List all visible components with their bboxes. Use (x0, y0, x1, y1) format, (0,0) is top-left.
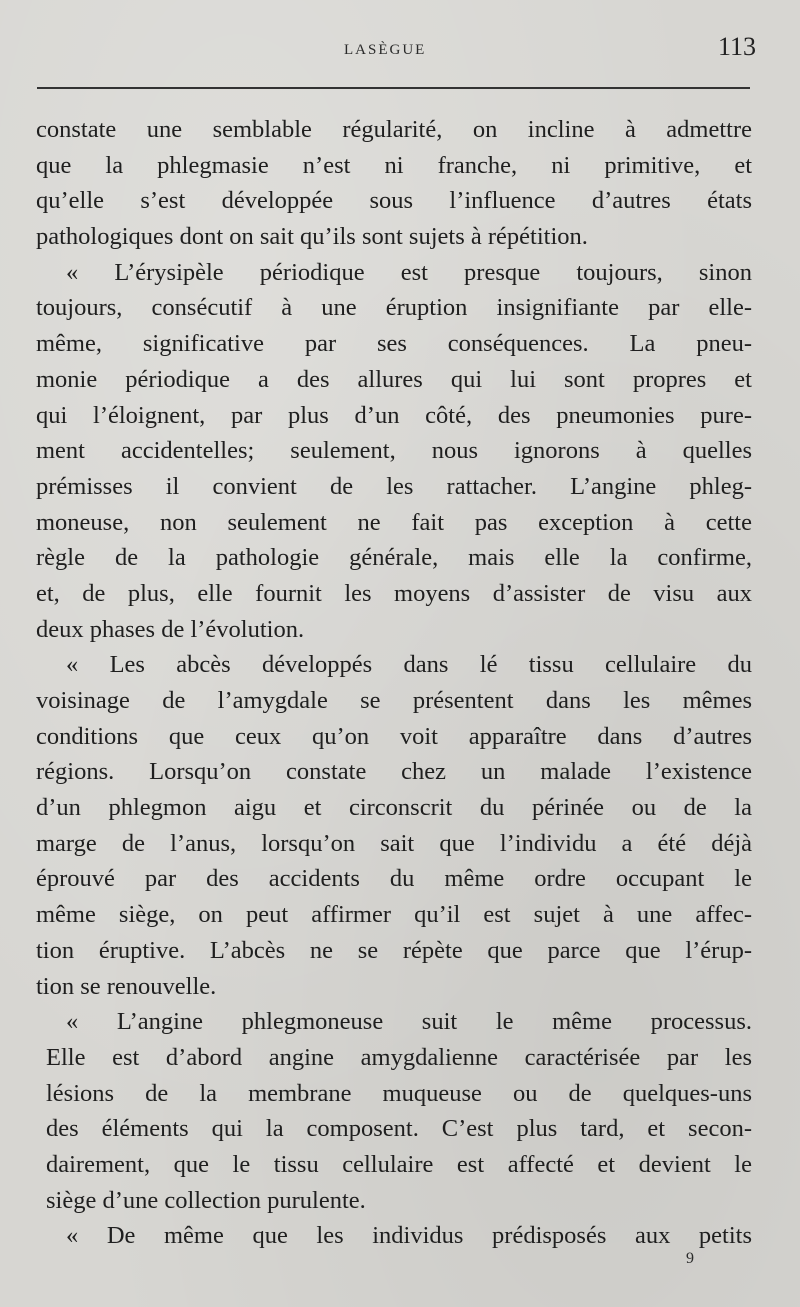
text-line: ment accidentelles; seulement, nous ignorons à quelles (36, 437, 752, 465)
text-line: marge de l’anus, lorsqu’on sait que l’individu a été déjà (36, 829, 752, 857)
text-line: et, de plus, elle fournit les moyens d’assister de visu aux (36, 579, 752, 607)
text-line: dairement, que le tissu cellulaire est affecté et devient le (46, 1150, 752, 1178)
text-line: prémisses il convient de les rattacher. L’angine phleg- (36, 472, 752, 500)
text-line: Elle est d’abord angine amygdalienne caractérisée par les (46, 1043, 752, 1071)
text-line: « L’angine phlegmoneuse suit le même processus. (66, 1008, 752, 1036)
text-line: que la phlegmasie n’est ni franche, ni primitive, et (36, 151, 752, 179)
text-line: constate une semblable régularité, on incline à admettre (36, 116, 752, 143)
text-line: deux phases de l’évolution. (36, 615, 305, 643)
text-line: pathologiques dont on sait qu’ils sont sujets à répétition. (36, 223, 588, 251)
text-line: des éléments qui la composent. C’est plus tard, et secon- (46, 1115, 752, 1143)
text-line: moneuse, non seulement ne fait pas exception à cette (36, 508, 752, 536)
running-head (0, 30, 800, 70)
body-text (36, 112, 752, 1254)
text-line: éprouvé par des accidents du même ordre occupant le (36, 865, 752, 893)
text-line: « Les abcès développés dans lé tissu cellulaire du (66, 651, 752, 679)
running-head-title: LASÈGUE (344, 42, 427, 58)
text-line: voisinage de l’amygdale se présentent dans les mêmes (36, 687, 752, 714)
text-line: tion se renouvelle. (36, 972, 217, 1000)
text-line: qu’elle s’est développée sous l’influence d’autres états (36, 187, 752, 215)
text-line: qui l’éloignent, par plus d’un côté, des pneumonies pure- (36, 401, 752, 429)
text-line: « L’érysipèle périodique est presque toujours, sinon (66, 258, 752, 286)
text-line: « De même que les individus prédisposés aux petits (66, 1222, 752, 1250)
text-line: toujours, consécutif à une éruption insignifiante par elle- (36, 294, 752, 322)
text-line: règle de la pathologie générale, mais elle la confirme, (36, 544, 752, 572)
text-line: d’un phlegmon aigu et circonscrit du périnée ou de la (36, 794, 752, 822)
text-line: lésions de la membrane muqueuse ou de quelques-uns (46, 1079, 752, 1107)
text-line: siège d’une collection purulente. (46, 1186, 366, 1214)
page-number: 113 (717, 32, 756, 61)
text-line: conditions que ceux qu’on voit apparaître dans d’autres (36, 722, 752, 750)
header-rule (37, 87, 750, 89)
text-line: monie périodique a des allures qui lui sont propres et (36, 365, 752, 393)
text-line: régions. Lorsqu’on constate chez un malade l’existence (36, 758, 752, 786)
text-line: même siège, on peut affirmer qu’il est sujet à une affec- (36, 901, 752, 929)
signature-mark: 9 (686, 1250, 694, 1267)
text-line: même, significative par ses conséquences. La pneu- (36, 330, 752, 358)
text-line: tion éruptive. L’abcès ne se répète que parce que l’érup- (36, 936, 752, 964)
